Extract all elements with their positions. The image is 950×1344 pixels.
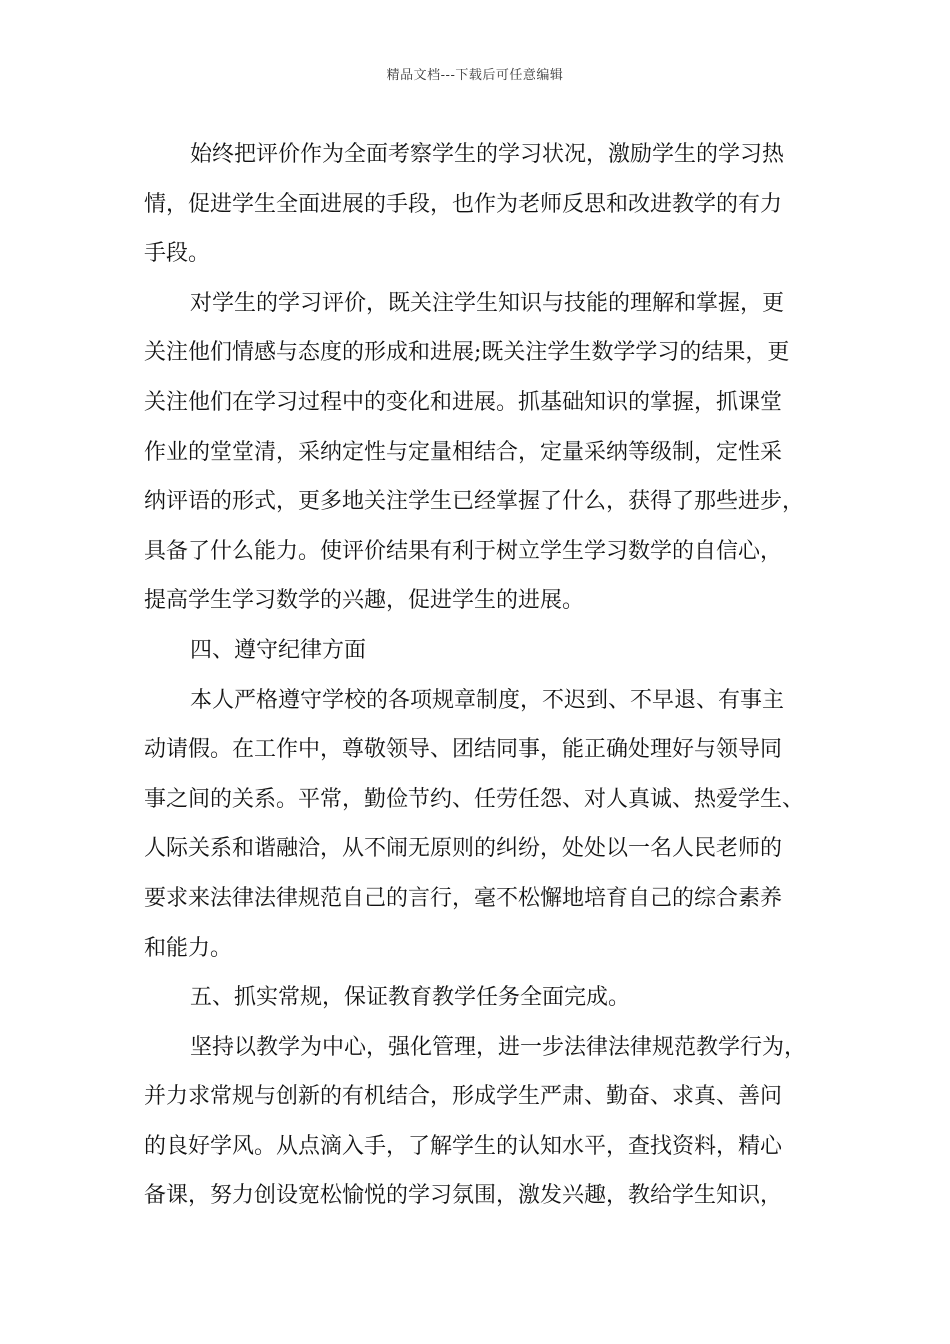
text-line: 动请假。在工作中，尊敬领导、团结同事，能正确处理好与领导同 <box>144 737 783 763</box>
text-line: 并力求常规与创新的有机结合，形成学生严肃、勤奋、求真、善问 <box>144 1084 783 1110</box>
page-header: 精品文档---下载后可任意编辑 <box>386 68 564 83</box>
section-heading: 五、抓实常规，保证教育教学任务全面完成。 <box>190 985 631 1011</box>
text-line: 人际关系和谐融洽，从不闹无原则的纠纷，处处以一名人民老师的 <box>144 836 783 862</box>
text-line: 对学生的学习评价，既关注学生知识与技能的理解和掌握，更 <box>190 290 785 316</box>
text-line: 的良好学风。从点滴入手，了解学生的认知水平，查找资料，精心 <box>144 1133 783 1159</box>
text-line: 情，促进学生全面进展的手段，也作为老师反思和改进教学的有力 <box>144 191 783 217</box>
text-line: 始终把评价作为全面考察学生的学习状况，激励学生的学习热 <box>190 142 785 167</box>
text-line: 作业的堂堂清，采纳定性与定量相结合，定量采纳等级制，定性采 <box>144 439 783 465</box>
text-line: 坚持以教学为中心，强化管理，进一步法律法律规范教学行为， <box>190 1034 807 1060</box>
document-body <box>144 130 814 1221</box>
text-line: 和能力。 <box>144 935 233 961</box>
text-line: 关注他们情感与态度的形成和进展;既关注学生数学学习的结果，更 <box>144 340 790 366</box>
text-line: 具备了什么能力。使评价结果有利于树立学生学习数学的自信心， <box>144 538 783 564</box>
text-line: 要求来法律法律规范自己的言行，毫不松懈地培育自己的综合素养 <box>144 885 783 911</box>
text-line: 关注他们在学习过程中的变化和进展。抓基础知识的掌握，抓课堂 <box>144 389 783 415</box>
text-line: 备课，努力创设宽松愉悦的学习氛围，激发兴趣，教给学生知识， <box>144 1183 783 1209</box>
text-line: 纳评语的形式，更多地关注学生已经掌握了什么，获得了那些进步， <box>144 489 805 515</box>
text-line: 手段。 <box>144 241 211 267</box>
section-heading: 四、遵守纪律方面 <box>190 637 367 663</box>
text-line: 提高学生学习数学的兴趣，促进学生的进展。 <box>144 588 585 614</box>
text-line: 本人严格遵守学校的各项规章制度，不迟到、不早退、有事主 <box>190 687 785 713</box>
text-line: 事之间的关系。平常，勤俭节约、任劳任怨、对人真诚、热爱学生、 <box>144 786 805 812</box>
